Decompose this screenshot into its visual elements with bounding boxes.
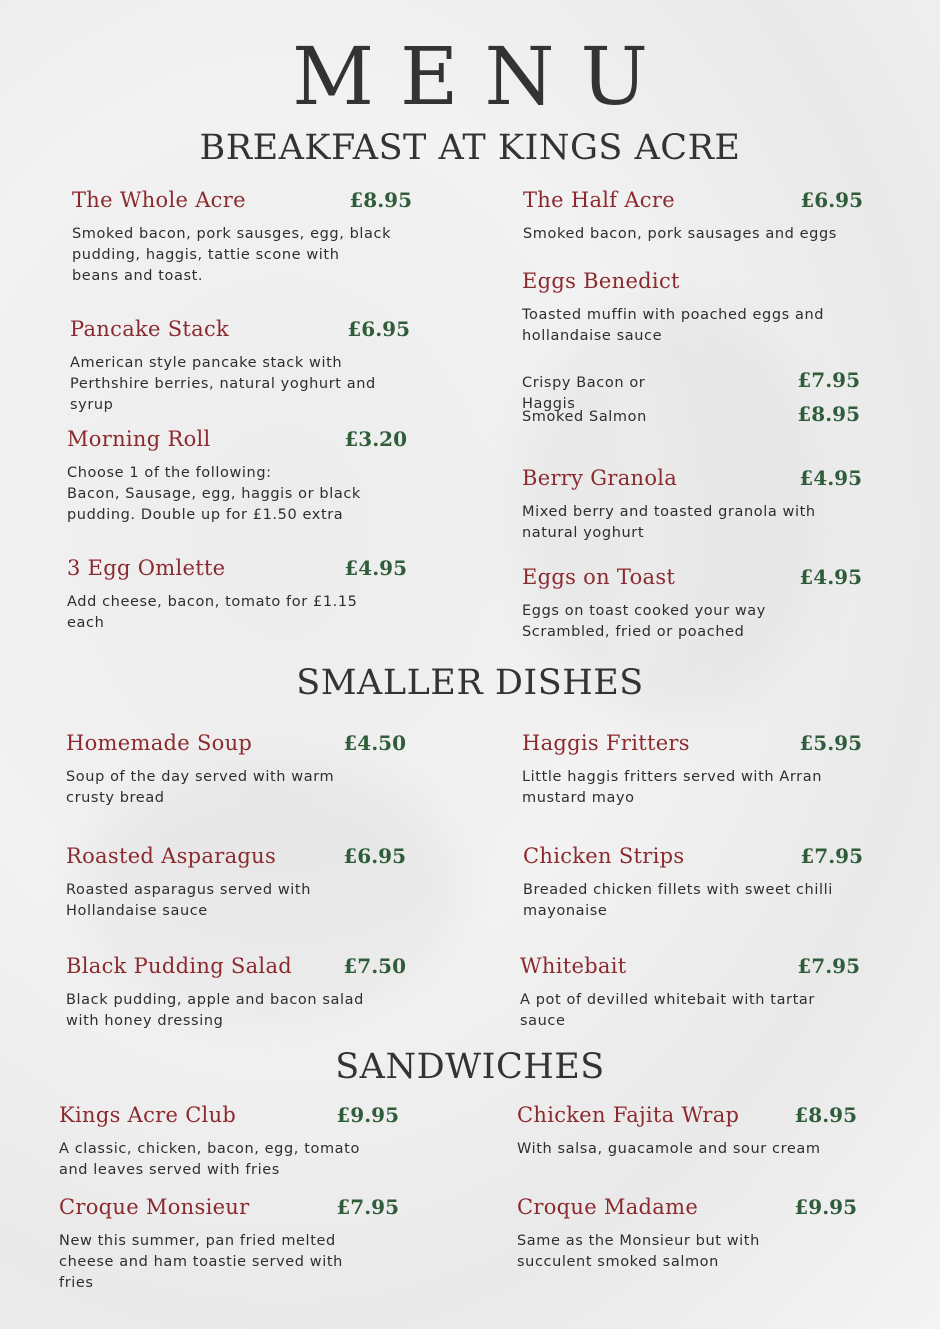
item-price: £4.95 [799,565,862,589]
item-price: £7.50 [343,954,406,978]
menu-title: MENU [292,30,674,123]
item-name: Black Pudding Salad [66,954,293,978]
item-description: Add cheese, bacon, tomato for £1.15 each [67,594,358,631]
menu-item-omlette [67,556,407,634]
item-price: £9.95 [336,1103,399,1127]
item-name: Haggis Fritters [522,731,690,755]
item-description: Roasted asparagus served with Hollandaise sauce [66,882,312,919]
item-price: £7.95 [800,844,863,868]
option-price: £8.95 [797,402,860,426]
item-description: Soup of the day served with warm crusty bread [66,769,335,806]
option-label: Smoked Salmon [522,409,647,425]
menu-item-haggis-fritters [522,731,862,809]
item-price: £4.95 [799,466,862,490]
item-name: Roasted Asparagus [66,844,277,868]
menu-item-berry-granola [522,466,862,544]
item-description: Same as the Monsieur but with succulent smoked salmon [517,1233,760,1270]
item-description: Choose 1 of the following: Bacon, Sausage, egg, haggis or black pudding. Double up for £1.50 extra [67,465,361,523]
item-price: £6.95 [347,317,410,341]
item-price: £6.95 [343,844,406,868]
item-description: Breaded chicken fillets with sweet chilli mayonaise [523,882,833,919]
item-description: Smoked bacon, pork sausages and eggs [523,226,837,242]
menu-item-homemade-soup [66,731,406,809]
item-name: Croque Madame [517,1195,699,1219]
item-description: With salsa, guacamole and sour cream [517,1141,821,1157]
item-price: £6.95 [800,188,863,212]
menu-item-croque-monsieur [59,1195,399,1294]
item-price: £7.95 [797,954,860,978]
section-breakfast: BREAKFAST AT KINGS ACRE [199,128,741,168]
option-price: £7.95 [797,368,860,392]
eggs-benedict-option-salmon [522,402,860,428]
item-description: New this summer, pan fried melted cheese and ham toastie served with fries [59,1233,343,1291]
item-price: £5.95 [799,731,862,755]
menu-item-kings-acre-club [59,1103,399,1181]
menu-item-half-acre [523,188,863,245]
item-price: £8.95 [349,188,412,212]
item-name: Chicken Fajita Wrap [517,1103,740,1127]
item-name: Pancake Stack [70,317,230,341]
menu-item-eggs-benedict [522,269,862,347]
item-name: Croque Monsieur [59,1195,250,1219]
item-price: £9.95 [794,1195,857,1219]
menu-item-pancake-stack [70,317,410,416]
item-name: Eggs Benedict [522,269,680,293]
item-name: Homemade Soup [66,731,253,755]
item-description: Eggs on toast cooked your way Scrambled, fried or poached [522,603,766,640]
menu-item-morning-roll [67,427,407,526]
menu-item-eggs-on-toast [522,565,862,643]
item-name: Whitebait [520,954,627,978]
menu-item-chicken-fajita-wrap [517,1103,857,1160]
item-price: £7.95 [336,1195,399,1219]
item-description: Black pudding, apple and bacon salad with honey dressing [66,992,364,1029]
item-description: A pot of devilled whitebait with tartar sauce [520,992,815,1029]
item-name: Morning Roll [67,427,211,451]
item-description: Smoked bacon, pork sausges, egg, black pudding, haggis, tattie scone with beans and toast. [72,226,392,284]
item-name: The Half Acre [523,188,675,212]
item-name: Chicken Strips [523,844,685,868]
item-description: American style pancake stack with Perthshire berries, natural yoghurt and syrup [70,355,376,413]
menu-item-black-pudding-salad [66,954,406,1032]
item-name: The Whole Acre [72,188,246,212]
menu-item-chicken-strips [523,844,863,922]
item-name: Berry Granola [522,466,678,490]
item-price: £3.20 [344,427,407,451]
item-name: 3 Egg Omlette [67,556,226,580]
section-sandwiches: SANDWICHES [335,1047,605,1087]
menu-item-croque-madame [517,1195,857,1273]
item-description: A classic, chicken, bacon, egg, tomato and leaves served with fries [59,1141,360,1178]
item-name: Eggs on Toast [522,565,676,589]
item-description: Toasted muffin with poached eggs and hollandaise sauce [522,307,825,344]
item-description: Mixed berry and toasted granola with natural yoghurt [522,504,816,541]
menu-item-whitebait [520,954,860,1032]
item-price: £4.95 [344,556,407,580]
option-label: Crispy Bacon or Haggis [522,375,646,412]
item-description: Little haggis fritters served with Arran mustard mayo [522,769,823,806]
item-price: £8.95 [794,1103,857,1127]
item-price: £4.50 [343,731,406,755]
item-name: Kings Acre Club [59,1103,237,1127]
menu-item-whole-acre [72,188,412,287]
menu-item-roasted-asparagus [66,844,406,922]
section-smaller-dishes: SMALLER DISHES [296,663,644,703]
